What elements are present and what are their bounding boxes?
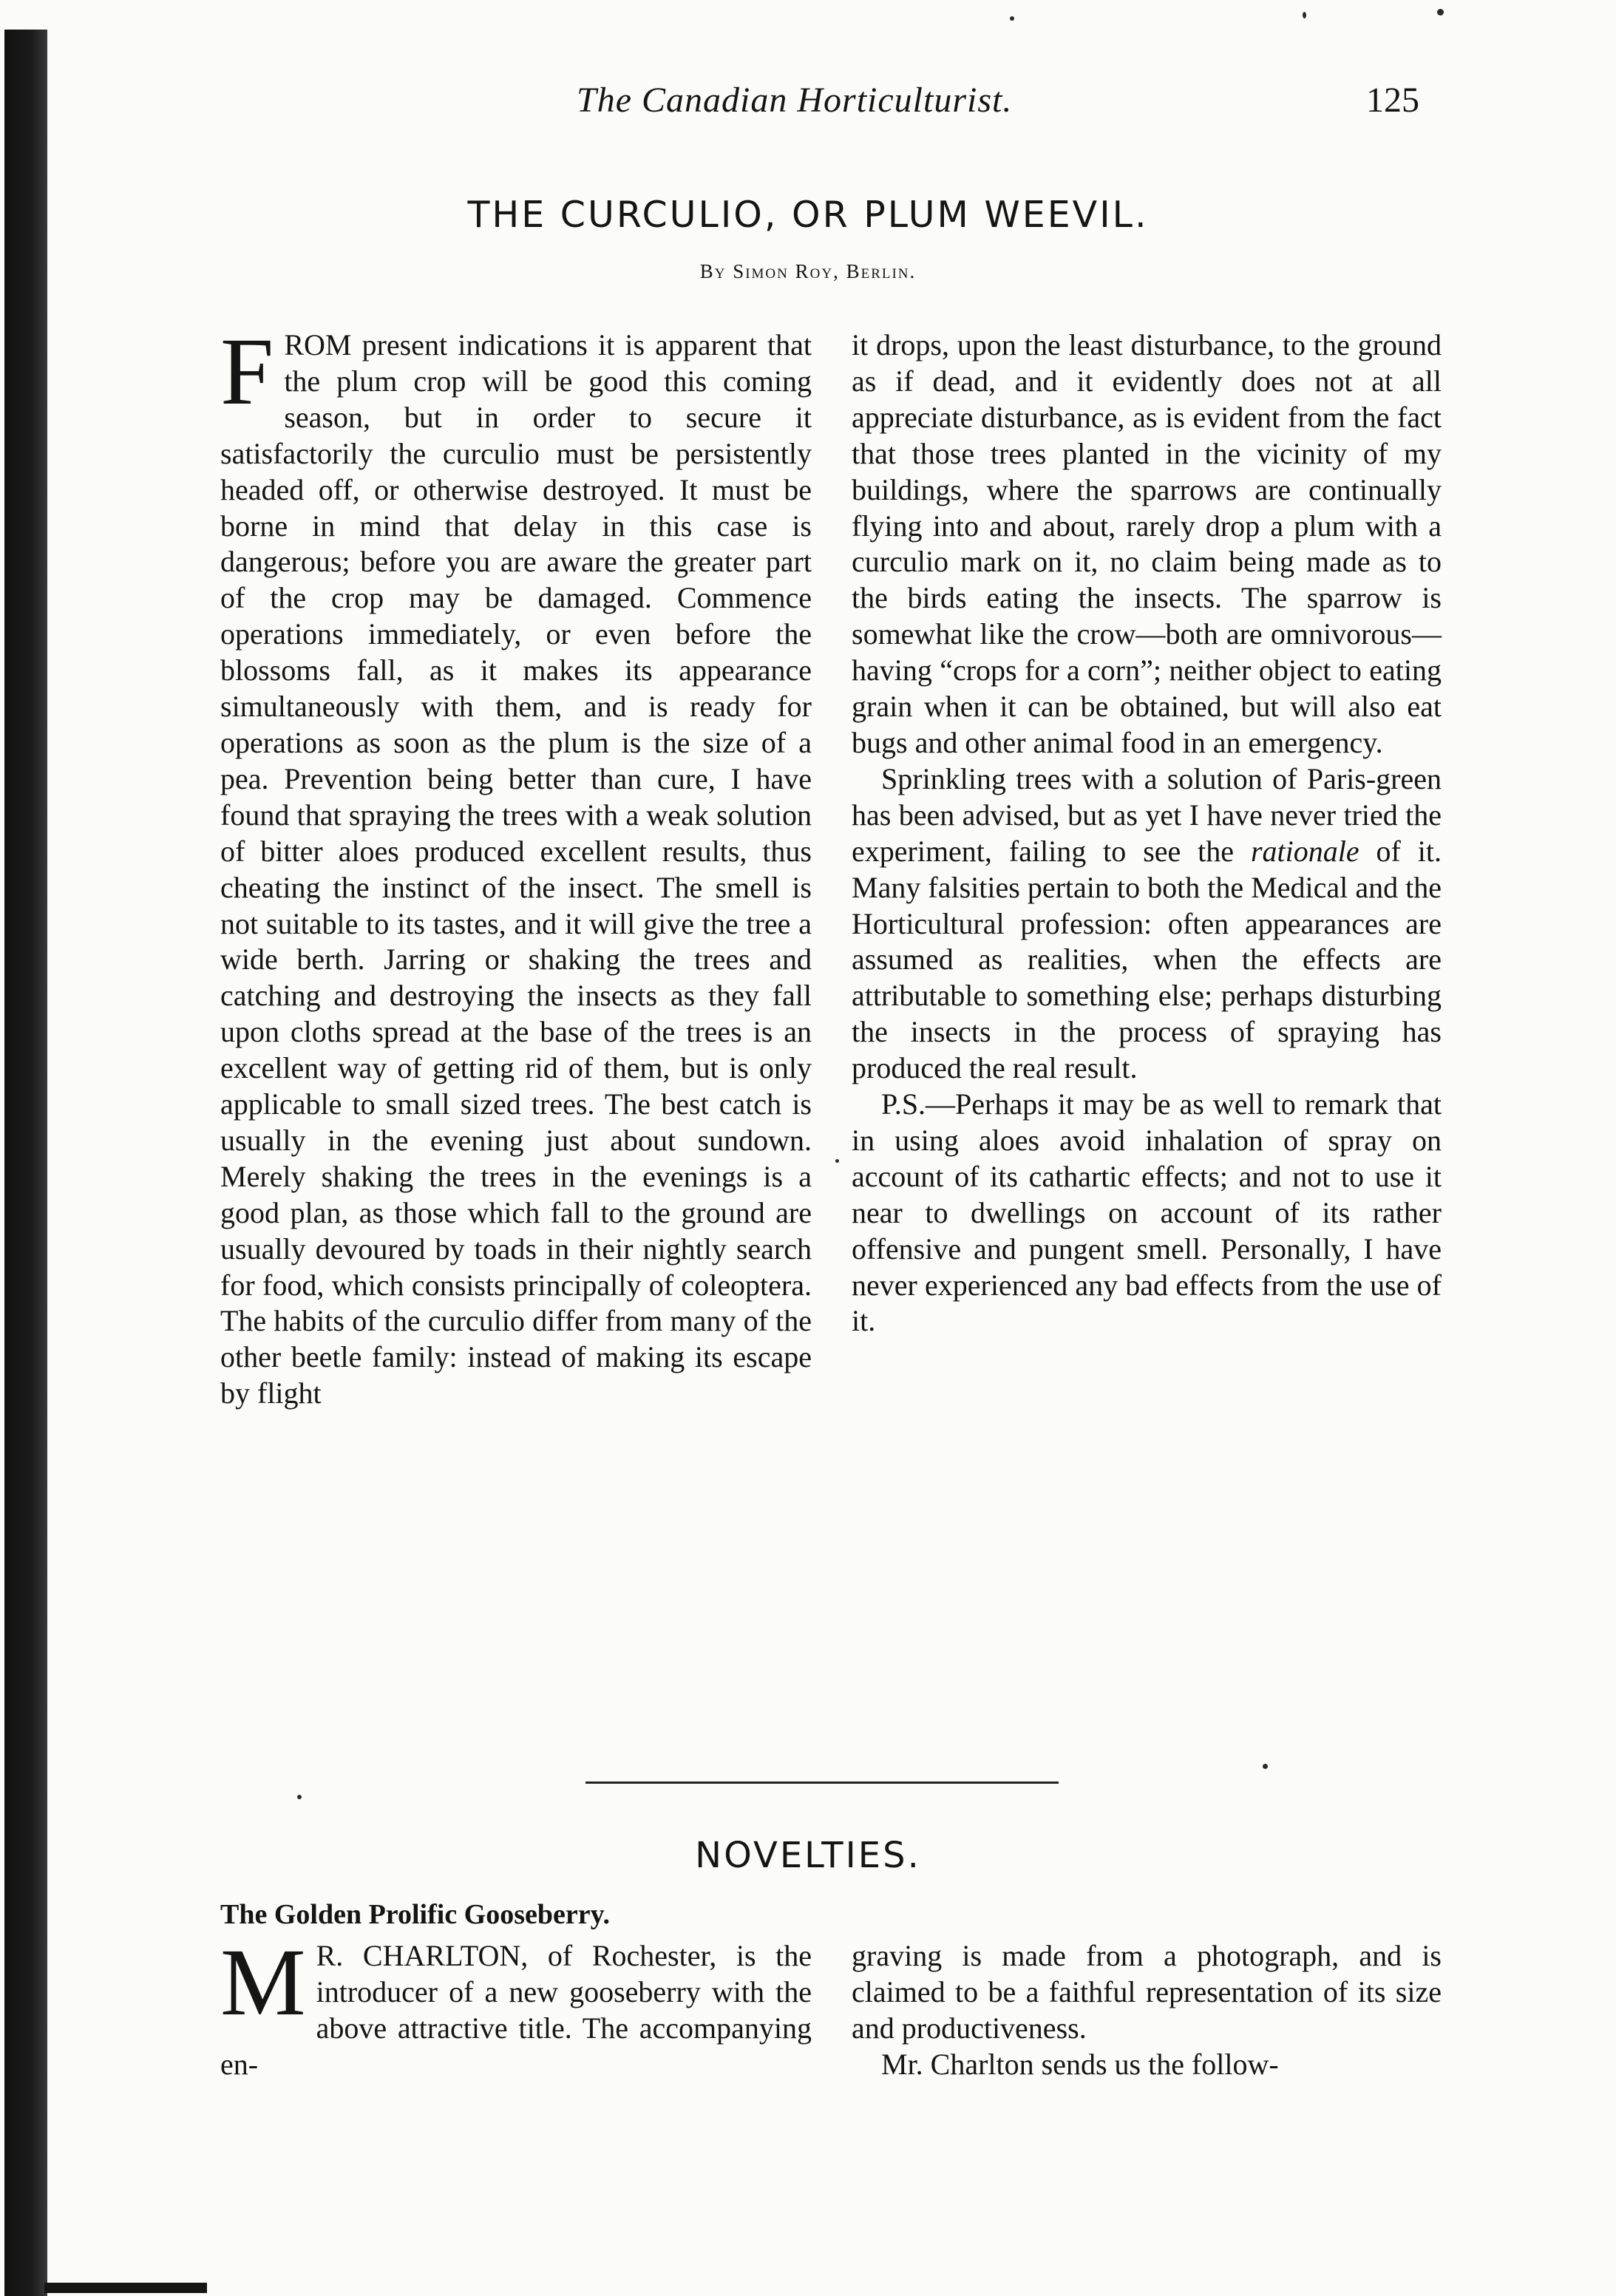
page-number: 125 xyxy=(1366,81,1419,120)
running-head: The Canadian Horticulturist. xyxy=(577,81,1013,120)
article-title: THE CURCULIO, OR PLUM WEEVIL. xyxy=(467,194,1149,236)
paragraph-text: ROM present indications it is apparent that the plum crop will be good this coming season, but in order to secure it satisfactorily the curculio must be persistently headed off, or otherwise destroyed. It must be borne in mind that delay in this case is dangerous; before you are aware the greater part of the crop may be damaged. Commence operations immediately, or even before the blossoms fall, as it makes its appearance simultaneously with them, and is ready for operations as soon as the plum is the size of a pea. Prevention being better than cure, I have found that spraying the trees with a weak solution of bitter aloes produced excellent results, thus cheating the instinct of the insect. The smell is not suitable to its tastes, and it will give the tree a wide berth. Jarring or shaking the trees and catching and destroying the insects as they fall upon cloths spread at the base of the trees is an excellent way of getting rid of them, but is only applicable to small sized trees. The best catch is usually in the evening just about sundown. Merely shaking the trees in the evenings is a good plan, as those which fall to the ground are usually devoured by toads in their nightly search for food, which consists principally of coleoptera. The habits of the curculio differ from many of the other beetle family: instead of making its escape by flight xyxy=(220,328,812,1410)
novelties-column-left xyxy=(220,1929,812,2083)
section-divider xyxy=(585,1782,1059,1784)
paragraph-text: R. CHARLTON, of Rochester, is the introducer of a new gooseberry with the above attractive title. The accompanying en- xyxy=(220,1939,812,2081)
scan-speck xyxy=(835,1159,839,1163)
scan-speck xyxy=(1263,1764,1268,1769)
article-paragraph xyxy=(220,319,812,1412)
scan-speck xyxy=(1437,9,1444,16)
scan-speck xyxy=(297,1795,302,1799)
subsection-heading: The Golden Prolific Gooseberry. xyxy=(220,1899,611,1930)
article-paragraph xyxy=(852,761,1442,1087)
scan-speck xyxy=(1303,12,1306,18)
paragraph-text: of it. Many falsities pertain to both the Medical and the Horticultural profession: often appearances are assumed as realities, when the effects are attributable to something else; perhaps disturbing the insects in the process of spraying has produced the real result. xyxy=(852,834,1442,1085)
article-column-left xyxy=(220,319,812,1412)
binding-foot-edge xyxy=(44,2283,207,2293)
novelties-column-right xyxy=(852,1938,1442,2083)
article-paragraph: Mr. Charlton sends us the follow- xyxy=(881,2047,1279,2081)
scan-speck xyxy=(1010,16,1014,21)
article-paragraph xyxy=(220,1929,812,2083)
paragraph-text: Sprinkling trees with a solution of Paris-green has been advised, but as yet I have never tried the experiment, failing to see the xyxy=(852,761,1442,868)
article-paragraph: graving is made from a photograph, and is claimed to be a faithful representation of its size and productiveness. xyxy=(852,1939,1442,2045)
drop-cap: M xyxy=(220,1929,306,2036)
drop-cap: F xyxy=(220,319,274,425)
section-title: NOVELTIES. xyxy=(695,1835,921,1876)
article-column-right xyxy=(852,327,1442,1339)
article-byline: By Simon Roy, Berlin. xyxy=(699,260,917,282)
article-paragraph: it drops, upon the least disturbance, to the ground as if dead, and it evidently does not at all appreciate disturbance, as is evident from the fact that those trees planted in the vicinity of my buildings, where the sparrows are continually flying into and about, rarely drop a plum with a curculio mark on it, no claim being made as to the birds eating the insects. The sparrow is somewhat like the crow—both are omnivorous—having “crops for a corn”; neither object to eating grain when it can be obtained, but will also eat bugs and other animal food in an emergency. xyxy=(852,328,1442,759)
italic-term: rationale xyxy=(1250,834,1359,868)
postscript-paragraph: P.S.—Perhaps it may be as well to remark that in using aloes avoid inhalation of spray on account of its cathartic effects; and not to use it near to dwellings on account of its rather offensive and pungent smell. Personally, I have never experienced any bad effects from the use of it. xyxy=(852,1087,1442,1338)
book-binding-shadow xyxy=(4,30,47,2296)
